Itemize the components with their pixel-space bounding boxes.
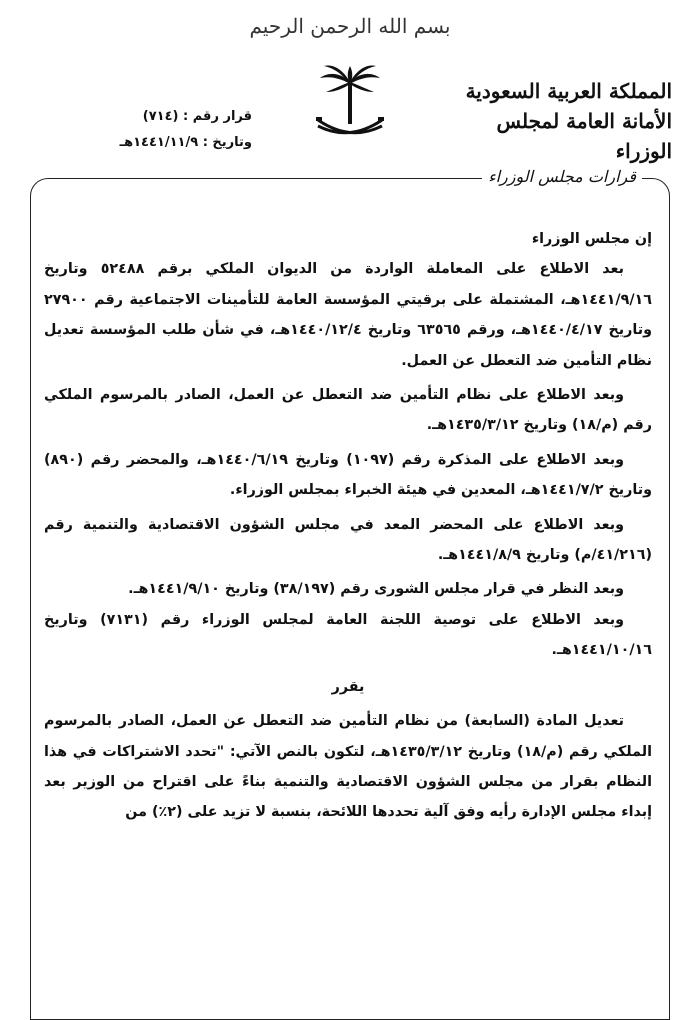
paragraph: وبعد النظر في قرار مجلس الشورى رقم (٣٨/١٩٧) وتاريخ ١٤٤١/٩/١٠هـ. — [128, 581, 624, 598]
paragraph: تعديل المادة (السابعة) من نظام التأمين ضد التعطل عن العمل، الصادر بالمرسوم الملكي رقم (م/١٨) وتاريخ ١٤٣٥/٣/١٢هـ، لتكون بالنص الآتي: "تحدد الاشتراكات في هذا النظام بقرار من مجلس الشؤون الاقتصادية والتنمية بناءً على اقتراح من الوزير بعد إبداء مجلس الإدارة رأيه وفق آلية تحددها اللائحة، بنسبة لا تزيد على (٢٪) من — [44, 713, 652, 821]
saudi-emblem-icon — [314, 62, 386, 146]
decision-reference — [102, 104, 252, 156]
decides-heading: يقرر — [331, 678, 365, 695]
paragraph: بعد الاطلاع على المعاملة الواردة من الديوان الملكي برقم ٥٢٤٨٨ وتاريخ ١٤٤١/٩/١٦هـ، المشتملة على برقيتي المؤسسة العامة للتأمينات الاجتماعية رقم ٢٧٩٠٠ وتاريخ ١٤٤٠/٤/١٧هـ، ورقم ٦٣٥٦٥ وتاريخ ١٤٤٠/١٢/٤هـ، في شأن طلب المؤسسة تعديل نظام التأمين ضد التعطل عن العمل. — [44, 261, 652, 369]
paragraph: وبعد الاطلاع على نظام التأمين ضد التعطل عن العمل، الصادر بالمرسوم الملكي رقم (م/١٨) وتاريخ ١٤٣٥/٣/١٢هـ. — [44, 387, 652, 434]
secretariat-name: الأمانة العامة لمجلس الوزراء — [496, 109, 672, 163]
basmala-calligraphy: بسم الله الرحمن الرحيم — [249, 14, 451, 38]
paragraph: وبعد الاطلاع على المحضر المعد في مجلس الشؤون الاقتصادية والتنمية رقم (٤١/٢١٦/م) وتاريخ ١٤٤١/٨/٩هـ. — [44, 516, 652, 564]
council-decisions-label: قرارات مجلس الوزراء — [482, 167, 642, 186]
decision-date: وتاريخ : ١٤٤١/١١/٩هـ — [119, 135, 252, 150]
letterhead-title — [462, 76, 672, 166]
opening-line: إن مجلس الوزراء — [531, 231, 652, 247]
paragraph: وبعد الاطلاع على توصية اللجنة العامة لمجلس الوزراء رقم (٧١٣١) وتاريخ ١٤٤١/١٠/١٦هـ. — [44, 611, 652, 659]
paragraph: وبعد الاطلاع على المذكرة رقم (١٠٩٧) وتاريخ ١٤٤٠/٦/١٩هـ، والمحضر رقم (٨٩٠) وتاريخ ١٤٤١/٧/٢هـ، المعدين في هيئة الخبراء بمجلس الوزراء. — [44, 451, 652, 499]
kingdom-name: المملكة العربية السعودية — [465, 79, 672, 103]
decision-number: قرار رقم : (٧١٤) — [142, 109, 252, 124]
decision-body — [44, 224, 652, 828]
